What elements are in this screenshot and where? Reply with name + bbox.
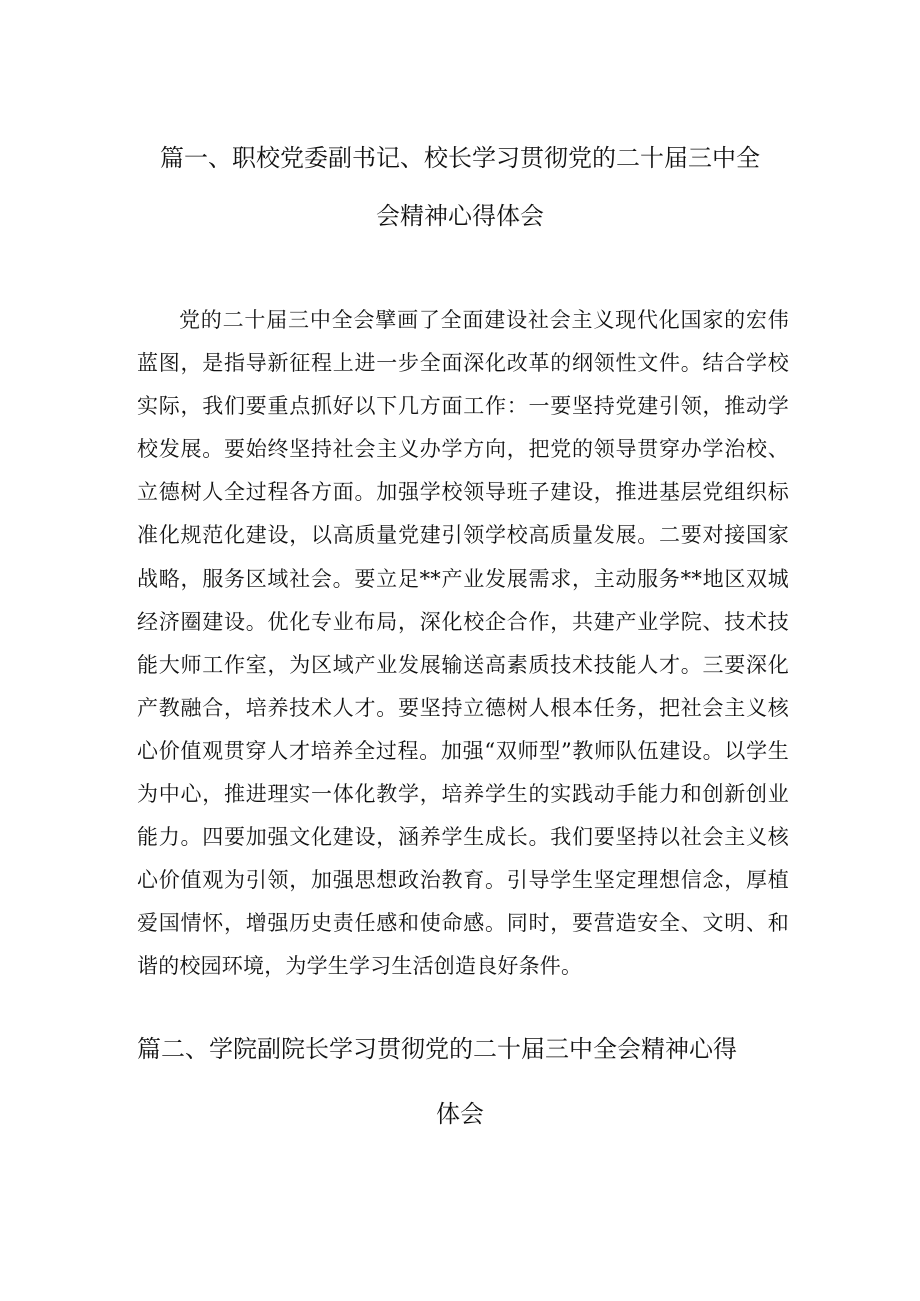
section1-body-paragraph: 党的二十届三中全会擘画了全面建设社会主义现代化国家的宏伟蓝图，是指导新征程上进一步全面深化改革的纲领性文件。结合学校实际，我们要重点抓好以下几方面工作：一要坚持党建引领，推动学校发展。要始终坚持社会主义办学方向，把党的领导贯穿办学治校、立德树人全过程各方面。加强学校领导班子建设，推进基层党组织标准化规范化建设，以高质量党建引领学校高质量发展。二要对接国家战略，服务区域社会。要立足**产业发展需求，主动服务**地区双城经济圈建设。优化专业布局，深化校企合作，共建产业学院、技术技能大师工作室，为区域产业发展输送高素质技术技能人才。三要深化产教融合，培养技术人才。要坚持立德树人根本任务，把社会主义核心价值观贯穿人才培养全过程。加强“双师型”教师队伍建设。以学生为中心，推进理实一体化教学，培养学生的实践动手能力和创新创业能力。四要加强文化建设，涵养学生成长。我们要坚持以社会主义核心价值观为引领，加强思想政治教育。引导学生坚定理想信念，厚植爱国情怀，增强历史责任感和使命感。同时，要营造安全、文明、和谐的校园环境，为学生学习生活创造良好条件。 xyxy=(137,308,789,979)
section1-title-line1: 篇一、职校党委副书记、校长学习贯彻党的二十届三中全 xyxy=(160,144,760,172)
section2-title-line2: 体会 xyxy=(436,1100,484,1128)
section2-title-line1: 篇二、学院副院长学习贯彻党的二十届三中全会精神心得 xyxy=(137,1035,737,1063)
section1-title-line2: 会精神心得体会 xyxy=(376,202,544,230)
